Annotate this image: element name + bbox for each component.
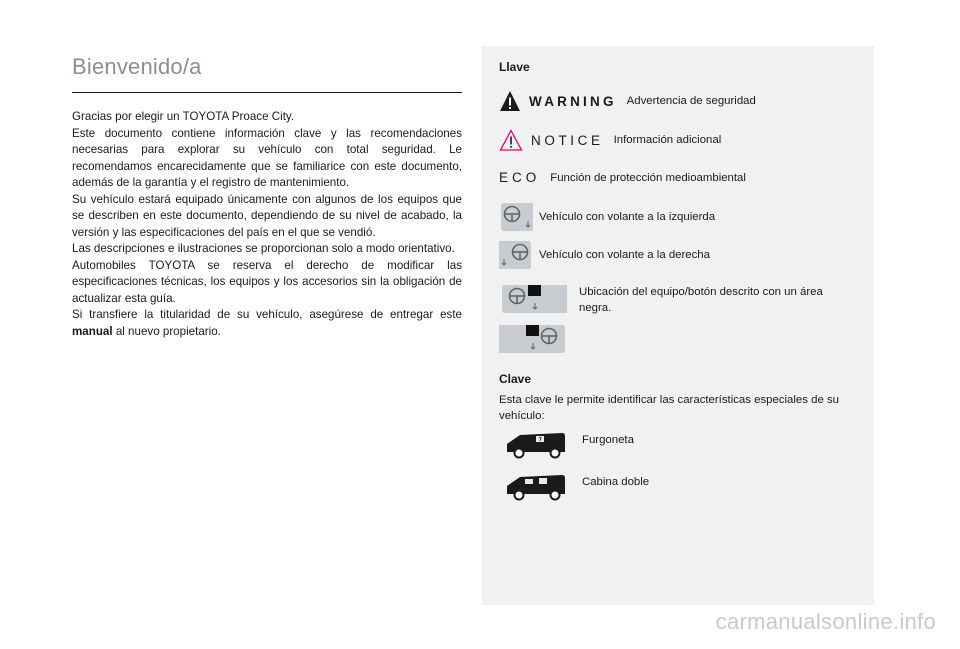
warning-word: WARNING [529, 93, 617, 109]
warning-desc: Advertencia de seguridad [626, 95, 756, 107]
notice-desc: Información adicional [613, 134, 722, 146]
key-panel [482, 46, 874, 605]
transfer-text-start: Si transfiere la titularidad de su vehículo, asegúrese de entregar este [72, 308, 462, 321]
intro-paragraph: Gracias por elegir un TOYOTA Proace City. [72, 110, 295, 123]
page-title: Bienvenido/a [72, 54, 202, 79]
transfer-text-bold: manual [72, 324, 113, 338]
double-cab-desc: Cabina doble [582, 476, 650, 488]
welcome-section [72, 54, 462, 340]
car-van-icon [504, 430, 568, 460]
title-divider [72, 92, 462, 93]
rhd-row [499, 240, 710, 270]
van-desc: Furgoneta [582, 434, 634, 446]
notice-row [499, 129, 721, 151]
lhd-row [499, 202, 715, 232]
dashboard-location-icon [499, 324, 567, 354]
intro-paragraph: Su vehículo estará equipado únicamente con algunos de los equipos que se describen en este documento, dependiendo de su nivel de acabado, la versión y las especificaciones del país en el que se vendió. [72, 192, 462, 239]
intro-text [72, 109, 462, 340]
notice-word: NOTICE [531, 132, 604, 148]
eco-word: ECO [499, 170, 541, 185]
llave-heading: Llave [499, 60, 530, 74]
clave-heading: Clave [499, 372, 532, 386]
double-cab-row [504, 472, 649, 502]
warning-row [499, 90, 756, 112]
lhd-desc: Vehículo con volante a la izquierda [539, 211, 716, 223]
watermark: carmanualsonline.info [715, 609, 936, 634]
location-block [499, 284, 859, 364]
intro-paragraph: Este documento contiene información clave y las recomendaciones necesarias para explorar su vehículo con total seguridad. Le recomendamos encarecidamente que se familiarice con este documento, además de la garantía y el registro de mantenimiento. [72, 126, 462, 189]
intro-paragraph: Automobiles TOYOTA se reserva el derecho de modificar las especificaciones técnicas, los equipos y los accesorios sin la obligación de actualizar esta guía. [72, 258, 462, 305]
clave-desc: Esta clave le permite identificar las características especiales de su vehículo: [499, 394, 839, 422]
notice-triangle-icon [499, 129, 523, 151]
car-double-cab-icon [504, 472, 568, 502]
van-row [504, 430, 634, 460]
eco-row [499, 170, 746, 185]
transfer-text-end: al nuevo propietario. [112, 324, 221, 338]
transfer-paragraph [72, 307, 462, 340]
location-desc: Ubicación del equipo/botón descrito con un área negra. [579, 286, 823, 314]
rhd-desc: Vehículo con volante a la derecha [539, 249, 710, 261]
dashboard-location-icon [499, 284, 567, 314]
warning-triangle-icon [499, 90, 521, 112]
steering-wheel-icon [499, 202, 533, 232]
steering-wheel-icon [499, 240, 533, 270]
intro-paragraph: Las descripciones e ilustraciones se proporcionan solo a modo orientativo. [72, 242, 455, 255]
eco-desc: Función de protección medioambiental [550, 171, 746, 184]
